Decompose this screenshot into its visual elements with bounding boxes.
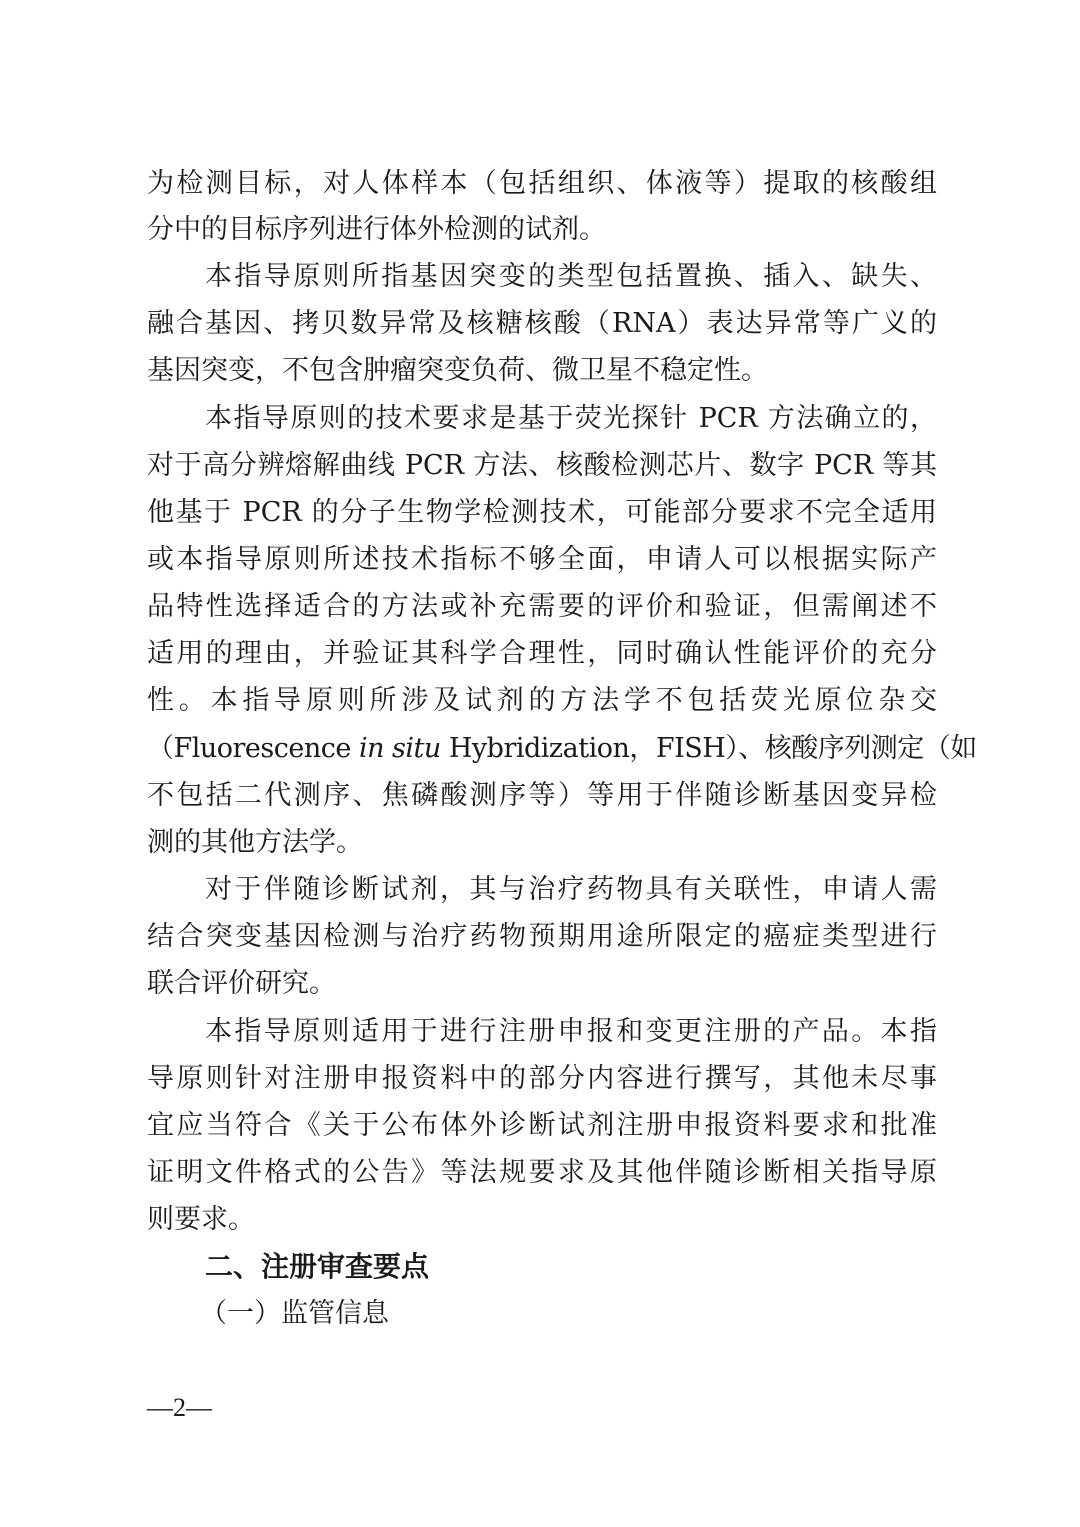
paragraph-line: 本指导原则适用于进行注册申报和变更注册的产品。本指 [205,1016,937,1047]
paragraph-line: 宜应当符合《关于公布体外诊断试剂注册申报资料要求和批准 [147,1110,937,1141]
paragraph-line: 分中的目标序列进行体外检测的试剂。 [147,214,606,245]
paragraph-line: 对于高分辨熔解曲线 PCR 方法、核酸检测芯片、数字 PCR 等其 [147,450,937,481]
page-number: —2— [147,1393,212,1422]
paragraph-line: 不包括二代测序、焦磷酸测序等）等用于伴随诊断基因变异检 [147,780,937,811]
paragraph-line: 对于伴随诊断试剂，其与治疗药物具有关联性，申请人需 [205,874,937,905]
paragraph-line: 导原则针对注册申报资料中的部分内容进行撰写，其他未尽事 [147,1063,937,1094]
italic-term: in situ [358,733,441,764]
paragraph-line: 为检测目标，对人体样本（包括组织、体液等）提取的核酸组 [147,168,937,199]
paragraph-line: 品特性选择适合的方法或补充需要的评价和验证，但需阐述不 [147,591,937,622]
paragraph-line-fish [147,726,977,772]
paragraph-line: 性。本指导原则所涉及试剂的方法学不包括荧光原位杂交 [147,685,937,716]
paragraph-line: 或本指导原则所述技术指标不够全面，申请人可以根据实际产 [147,544,937,575]
paragraph-line: 证明文件格式的公告》等法规要求及其他伴随诊断相关指导原 [147,1157,937,1188]
paragraph-line: 本指导原则所指基因突变的类型包括置换、插入、缺失、 [205,261,937,292]
paragraph-line: 适用的理由，并验证其科学合理性，同时确认性能评价的充分 [147,638,937,669]
paragraph-line: 本指导原则的技术要求是基于荧光探针 PCR 方法确立的， [205,403,937,434]
line-prefix: （Fluorescence [147,733,359,764]
paragraph-line: 他基于 PCR 的分子生物学检测技术，可能部分要求不完全适用 [147,497,937,528]
paragraph-line: 基因突变，不包含肿瘤突变负荷、微卫星不稳定性。 [147,355,768,386]
paragraph-line: 结合突变基因检测与治疗药物预期用途所限定的癌症类型进行 [147,921,937,952]
section-heading: 二、注册审查要点 [205,1250,430,1283]
subsection-heading: （一）监管信息 [200,1298,389,1329]
paragraph-line: 联合评价研究。 [147,968,336,999]
line-suffix: Hybridization，FISH）、核酸序列测定（如 [440,733,977,764]
paragraph-line: 测的其他方法学。 [147,827,363,858]
paragraph-line: 则要求。 [147,1204,255,1235]
paragraph-line: 融合基因、拷贝数异常及核糖核酸（RNA）表达异常等广义的 [147,308,937,339]
